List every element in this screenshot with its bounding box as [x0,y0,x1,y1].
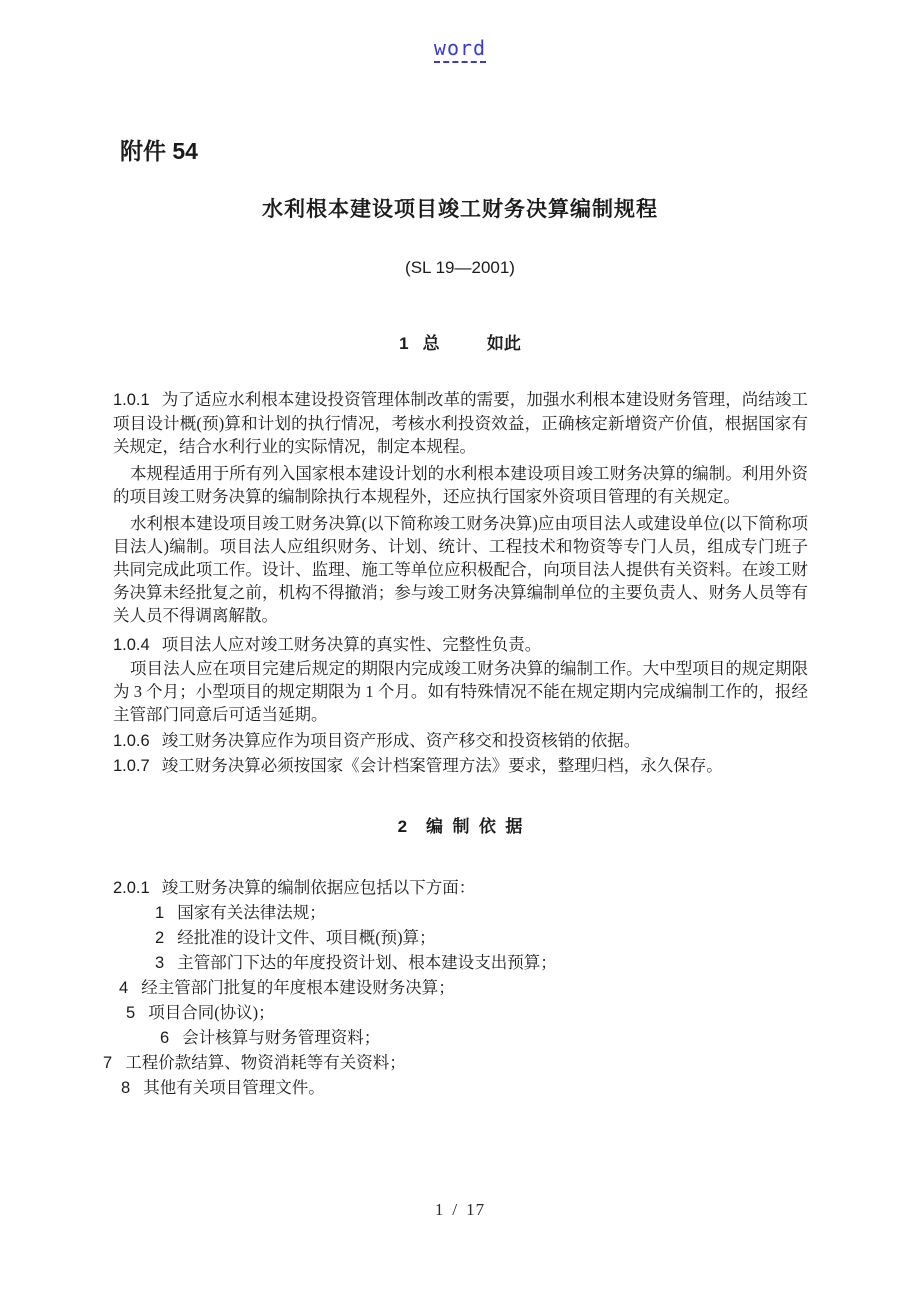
list-item [155,950,813,975]
page-current: 1 [434,1200,445,1219]
list-item [103,1050,813,1075]
paragraph-text: 本规程适用于所有列入国家根本建设计划的水利根本建设项目竣工财务决算的编制。利用外资的项目竣工财务决算的编制除执行本规程外，还应执行国家外资项目管理的有关规定。 [113,464,808,506]
item-number: 5 [126,1004,136,1022]
item-number: 1 [155,904,165,922]
paragraph-1-0-7 [113,754,808,778]
item-text: 国家有关法律法规； [177,903,326,922]
word-link[interactable]: word [434,36,486,63]
item-text: 工程价款结算、物资消耗等有关资料； [125,1053,406,1072]
item-number: 6 [160,1029,170,1047]
standard-code: (SL 19—2001) [405,258,515,277]
paragraph-text: 竣工财务决算应作为项目资产形成、资产移交和投资核销的依据。 [161,731,641,750]
paragraph-text: 竣工财务决算必须按国家《会计档案管理方法》要求，整理归档，永久保存。 [161,756,723,775]
document-title: 水利根本建设项目竣工财务决算编制规程 [262,198,658,221]
clause-number: 1.0.7 [113,757,150,775]
item-number: 8 [121,1079,131,1097]
paragraph-deadline [113,657,808,726]
item-text: 主管部门下达的年度投资计划、根本建设支出预算； [177,953,557,972]
list-item [155,900,813,925]
paragraph-text: 项目法人应在项目完建后规定的期限内完成竣工财务决算的编制工作。大中型项目的规定期限为 3 个月；小型项目的规定期限为 1 个月。如有特殊情况不能在规定期内完成编制工作的，报经主管部门同意后可适当延期。 [113,659,808,724]
item-text: 项目合同(协议)； [148,1003,275,1022]
paragraph-text: 竣工财务决算的编制依据应包括以下方面： [161,878,476,897]
item-number: 7 [103,1054,113,1072]
list-item [160,1025,813,1050]
attachment-label: 附件 54 [120,138,198,164]
header [0,36,920,60]
item-text: 经主管部门批复的年度根本建设财务决算； [141,978,455,997]
item-number: 4 [119,979,129,997]
paragraph-text: 为了适应水利根本建设投资管理体制改革的需要，加强水利根本建设财务管理，尚结竣工项目设计概(预)算和计划的执行情况，考核水利投资效益，正确核定新增资产价值，根据国家有关规定，结合水利行业的实际情况，制定本规程。 [113,390,808,456]
item-number: 2 [155,929,165,947]
item-text: 会计核算与财务管理资料； [182,1028,381,1047]
basis-list [103,900,813,1100]
paragraph-2-0-1 [113,876,808,900]
section1-heading: 1 总 如此 [399,334,521,353]
paragraph-1-0-1 [113,388,808,458]
item-number: 3 [155,954,165,972]
clause-number: 1.0.6 [113,732,150,750]
list-item [121,1075,813,1100]
page-separator: / [452,1200,459,1219]
paragraph-text: 水利根本建设项目竣工财务决算(以下简称竣工财务决算)应由项目法人或建设单位(以下简称项目法人)编制。项目法人应组织财务、计划、统计、工程技术和物资等专门人员，组成专门班子共同完成此项工作。设计、监理、施工等单位应积极配合，向项目法人提供有关资料。在竣工财务决算未经批复之前，机构不得撤消；参与竣工财务决算编制单位的主要负责人、财务人员等有关人员不得调离解散。 [113,514,808,625]
item-text: 其他有关项目管理文件。 [143,1078,325,1097]
list-item [126,1000,813,1025]
paragraph-scope [113,462,808,508]
page-number [0,1200,920,1220]
section2-heading: 2 编 制 依 据 [397,817,523,836]
paragraph-text: 项目法人应对竣工财务决算的真实性、完整性负责。 [161,635,542,654]
list-item [155,925,813,950]
paragraph-1-0-6 [113,729,808,753]
list-item [119,975,813,1000]
paragraph-responsibility [113,512,808,627]
page-total: 17 [466,1200,486,1219]
paragraph-1-0-4 [113,633,808,657]
clause-number: 1.0.4 [113,636,150,654]
item-text: 经批准的设计文件、项目概(预)算； [177,928,436,947]
clause-number: 1.0.1 [113,391,150,409]
clause-number: 2.0.1 [113,879,150,897]
